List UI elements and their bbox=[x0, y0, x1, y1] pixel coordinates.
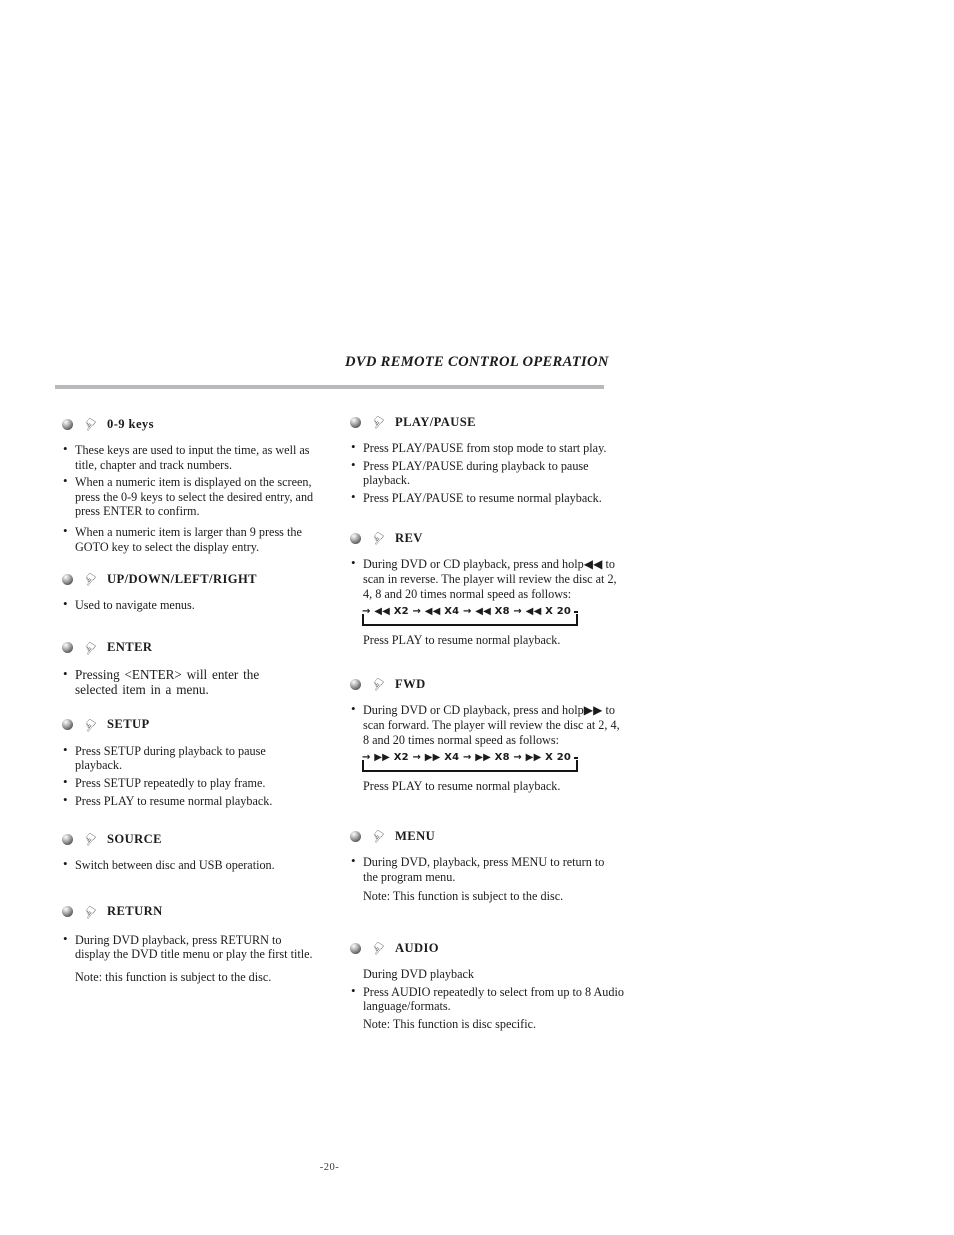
section-heading bbox=[350, 825, 628, 847]
resume-text: Press PLAY to resume normal playback. bbox=[363, 778, 561, 793]
section-fwd bbox=[350, 673, 628, 793]
pointing-hand-icon: ☞ bbox=[365, 825, 390, 849]
bullet-item: • Press PLAY to resume normal playback. bbox=[62, 794, 334, 809]
section-heading-label: AUDIO bbox=[395, 940, 439, 955]
section-heading-label: 0-9 keys bbox=[107, 416, 154, 431]
bullet-item: • Used to navigate menus. bbox=[62, 598, 334, 613]
section-heading bbox=[62, 714, 334, 736]
bullet-item: • When a numeric item is larger than 9 press the GOTO key to select the display entry. bbox=[62, 525, 334, 554]
section-rev bbox=[350, 527, 628, 647]
section-heading bbox=[62, 828, 334, 850]
section-heading-label: ENTER bbox=[107, 640, 153, 655]
section-heading bbox=[350, 673, 628, 695]
section-heading bbox=[350, 527, 628, 549]
fwd-speed-sequence: → ▶▶ X2 → ▶▶ X4 → ▶▶ X8 → ▶▶ X 20 bbox=[362, 752, 572, 764]
section-return bbox=[62, 901, 334, 985]
title-divider bbox=[55, 385, 604, 389]
pointing-hand-icon: ☞ bbox=[77, 827, 102, 851]
bullet-item: • Press SETUP during playback to pause playback. bbox=[62, 744, 303, 773]
section-play-pause bbox=[350, 411, 628, 505]
section-heading bbox=[350, 411, 628, 433]
bullet-item: • Press PLAY/PAUSE to resume normal playback. bbox=[350, 491, 628, 506]
section-heading-label: REV bbox=[395, 531, 423, 546]
section-heading-label: SOURCE bbox=[107, 831, 162, 846]
ball-icon bbox=[350, 831, 361, 842]
bullet-item: • During DVD or CD playback, press and holp▶▶ to scan forward. The player will review the disc at 2, 4, 8 and 20 times normal speed as follows: bbox=[350, 703, 625, 747]
page-title: DVD REMOTE CONTROL OPERATION bbox=[345, 354, 609, 370]
note-text: Note: This function is subject to the disc. bbox=[363, 888, 564, 903]
ball-icon bbox=[62, 574, 73, 585]
pointing-hand-icon: ☞ bbox=[365, 936, 390, 960]
note-text: Note: This function is disc specific. bbox=[363, 1016, 537, 1031]
ball-icon bbox=[62, 719, 73, 730]
plain-text: During DVD playback bbox=[363, 967, 475, 982]
rev-speed-loop-diagram bbox=[362, 605, 578, 626]
ball-icon bbox=[62, 906, 73, 917]
pointing-hand-icon: ☞ bbox=[77, 636, 102, 660]
bullet-item: • Pressing <ENTER> will enter the selected item in a menu. bbox=[62, 667, 293, 697]
page-number: -20- bbox=[319, 1162, 340, 1173]
section-heading-label: RETURN bbox=[107, 904, 163, 919]
section-source bbox=[62, 828, 334, 873]
section-heading-label: PLAY/PAUSE bbox=[395, 414, 476, 429]
pointing-hand-icon: ☞ bbox=[365, 673, 390, 697]
resume-text: Press PLAY to resume normal playback. bbox=[363, 632, 561, 647]
bullet-item: • These keys are used to input the time, as well as title, chapter and track numbers. bbox=[62, 443, 334, 472]
loop-line bbox=[574, 757, 578, 759]
section-menu bbox=[350, 825, 628, 903]
bullet-item: • Press SETUP repeatedly to play frame. bbox=[62, 776, 334, 791]
ball-icon bbox=[62, 834, 73, 845]
ball-icon bbox=[350, 679, 361, 690]
pointing-hand-icon: ☞ bbox=[365, 527, 390, 551]
bullet-item: • During DVD, playback, press MENU to return to the program menu. bbox=[350, 855, 621, 884]
section-heading-label: SETUP bbox=[107, 717, 150, 732]
pointing-hand-icon: ☞ bbox=[77, 900, 102, 924]
ball-icon bbox=[350, 533, 361, 544]
bullet-item: • During DVD or CD playback, press and holp◀◀ to scan in reverse. The player will review the disc at 2, 4, 8 and 20 times normal speed as follows: bbox=[350, 557, 625, 601]
section-heading bbox=[62, 637, 334, 659]
section-heading bbox=[350, 937, 628, 959]
section-heading bbox=[62, 568, 334, 590]
ball-icon bbox=[350, 417, 361, 428]
ball-icon bbox=[350, 943, 361, 954]
note-text: Note: this function is subject to the disc. bbox=[75, 969, 272, 984]
pointing-hand-icon: ☞ bbox=[77, 713, 102, 737]
rev-speed-sequence: → ◀◀ X2 → ◀◀ X4 → ◀◀ X8 → ◀◀ X 20 bbox=[362, 606, 572, 618]
pointing-hand-icon: ☞ bbox=[77, 567, 102, 591]
bullet-item: • Switch between disc and USB operation. bbox=[62, 858, 334, 873]
section-heading-label: FWD bbox=[395, 677, 426, 692]
pointing-hand-icon: ☞ bbox=[365, 410, 390, 434]
left-column bbox=[62, 407, 334, 985]
loop-line bbox=[574, 611, 578, 613]
section-heading-label: MENU bbox=[395, 829, 436, 844]
right-column bbox=[350, 407, 628, 1031]
bullet-item: • Press PLAY/PAUSE during playback to pause playback. bbox=[350, 459, 628, 488]
ball-icon bbox=[62, 642, 73, 653]
section-0-9-keys bbox=[62, 413, 334, 554]
pointing-hand-icon: ☞ bbox=[77, 412, 102, 436]
bullet-item: • During DVD playback, press RETURN to display the DVD title menu or play the first title. bbox=[62, 933, 317, 962]
ball-icon bbox=[62, 419, 73, 430]
section-heading bbox=[62, 413, 334, 435]
bullet-item: • Press AUDIO repeatedly to select from up to 8 Audio language/formats. bbox=[350, 985, 628, 1014]
section-setup bbox=[62, 714, 334, 808]
section-enter bbox=[62, 637, 334, 697]
section-up-down-left-right bbox=[62, 568, 334, 613]
bullet-item: • Press PLAY/PAUSE from stop mode to start play. bbox=[350, 441, 628, 456]
bullet-item: • When a numeric item is displayed on the screen, press the 0-9 keys to select the desired entry, and press ENTER to confirm. bbox=[62, 475, 334, 519]
section-audio bbox=[350, 937, 628, 1031]
section-heading-label: UP/DOWN/LEFT/RIGHT bbox=[107, 571, 257, 586]
section-heading bbox=[62, 901, 334, 923]
fwd-speed-loop-diagram bbox=[362, 751, 578, 772]
